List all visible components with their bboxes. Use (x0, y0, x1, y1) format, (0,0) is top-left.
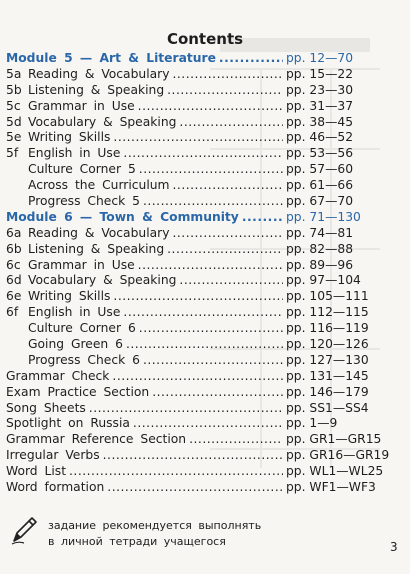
entry-title: Song Sheets (6, 400, 86, 415)
page-range: pp. 61—66 (286, 178, 354, 193)
lesson-number: 6c (6, 257, 21, 272)
page-range: pp. 57—60 (286, 162, 354, 177)
page-number: 3 (390, 540, 398, 554)
page-range: pp. 82—88 (286, 241, 354, 256)
contents-row (6, 305, 382, 321)
dot-leader (126, 337, 283, 353)
page-range: pp. 131—145 (286, 368, 369, 383)
contents-row (6, 130, 382, 146)
page-range: pp. 146—179 (286, 384, 369, 399)
lesson-number: 5d (6, 114, 22, 129)
page-range: pp. 46—52 (286, 130, 354, 145)
dot-leader (107, 480, 283, 496)
page-range: pp. WL1—WL25 (286, 464, 384, 479)
page-range: pp. 15—22 (286, 66, 354, 81)
dot-leader (242, 210, 283, 226)
dot-leader (113, 289, 283, 305)
lesson-number: 5f (6, 146, 19, 161)
dot-leader (152, 385, 283, 401)
page-range: pp. 89—96 (286, 257, 354, 272)
dot-leader (172, 67, 283, 83)
entry-title: Word formation (6, 480, 105, 495)
contents-row (6, 337, 382, 353)
lesson-number: 5a (6, 66, 22, 81)
dot-leader (179, 115, 283, 131)
entry-title: Word List (6, 464, 67, 479)
page-range: pp. 105—111 (286, 289, 369, 304)
entry-title: Spotlight on Russia (6, 416, 130, 431)
note-line-2: в личной тетради учащегося (48, 535, 226, 548)
entry-title: Irregular Verbs (6, 448, 100, 463)
entry-title: Writing Skills (28, 130, 111, 145)
lesson-number: 6d (6, 273, 22, 288)
note-line-1: задание рекомендуется выполнять (48, 519, 262, 532)
contents-row (6, 321, 382, 337)
page-range: pp. 71—130 (286, 209, 361, 224)
entry-title: Grammar in Use (28, 98, 135, 113)
page-range: pp. 31—37 (286, 98, 354, 113)
dot-leader (179, 273, 283, 289)
contents-row (6, 99, 382, 115)
contents-row (6, 242, 382, 258)
contents-row (6, 353, 382, 369)
dot-leader (112, 369, 283, 385)
dot-leader (89, 401, 283, 417)
contents-row (6, 289, 382, 305)
contents-row (6, 67, 382, 83)
dot-leader (219, 51, 283, 67)
contents-row (6, 115, 382, 131)
entry-title: Module 6 — Town & Community (6, 209, 239, 224)
contents-row (6, 369, 382, 385)
page-range: pp. 1—9 (286, 416, 338, 431)
entry-title: Listening & Speaking (28, 82, 165, 97)
entry-title: Culture Corner 6 (28, 321, 136, 336)
page-range: pp. 67—70 (286, 194, 354, 209)
dot-leader (139, 162, 283, 178)
contents-row (6, 448, 390, 464)
entry-title: Vocabulary & Speaking (28, 114, 177, 129)
entry-title: Progress Check 5 (28, 194, 140, 209)
contents-row (6, 385, 382, 401)
page-range: pp. 12—70 (286, 51, 354, 65)
contents-row (6, 146, 382, 162)
page-range: pp. 116—119 (286, 321, 369, 336)
entry-title: English in Use (28, 305, 121, 320)
dot-leader (138, 258, 283, 274)
dot-leader (139, 321, 283, 337)
entry-title: Reading & Vocabulary (28, 225, 170, 240)
lesson-number: 6b (6, 241, 22, 256)
lesson-number: 6f (6, 305, 19, 320)
page-range: pp. 74—81 (286, 225, 354, 240)
dot-leader (143, 353, 283, 369)
dot-leader (167, 83, 283, 99)
contents-row (6, 258, 382, 274)
lesson-number: 5e (6, 130, 22, 145)
dot-leader (69, 464, 283, 480)
dot-leader (172, 226, 283, 242)
page-range: pp. 23—30 (286, 82, 354, 97)
page-range: pp. 97—104 (286, 273, 361, 288)
contents-row (6, 194, 382, 210)
page-range: pp. SS1—SS4 (286, 400, 369, 415)
contents-row (6, 83, 382, 99)
entry-title: English in Use (28, 146, 121, 161)
page-range: pp. WF1—WF3 (286, 480, 376, 495)
page-range: pp. 53—56 (286, 146, 354, 161)
pencil-icon (10, 515, 38, 545)
contents-row (6, 226, 382, 242)
lesson-number: 5b (6, 82, 22, 97)
lesson-number: 6e (6, 289, 22, 304)
entry-title: Listening & Speaking (28, 241, 165, 256)
page-title: Contents (166, 30, 244, 48)
module-heading (6, 51, 382, 67)
dot-leader (138, 99, 283, 115)
entry-title: Going Green 6 (28, 337, 123, 352)
contents-list (6, 51, 390, 496)
page-range: pp. 112—115 (286, 305, 369, 320)
contents-row (6, 162, 382, 178)
entry-title: Across the Curriculum (28, 178, 170, 193)
lesson-number: 5c (6, 98, 21, 113)
dot-leader (123, 146, 283, 162)
entry-title: Culture Corner 5 (28, 162, 136, 177)
entry-title: Grammar Check (6, 368, 110, 383)
page-range: pp. 127—130 (286, 352, 369, 367)
entry-title: Grammar in Use (28, 257, 135, 272)
entry-title: Module 5 — Art & Literature (6, 51, 216, 65)
lesson-number: 6a (6, 225, 22, 240)
dot-leader (123, 305, 283, 321)
dot-leader (173, 178, 283, 194)
contents-row (6, 401, 382, 417)
page-range: pp. 38—45 (286, 114, 354, 129)
contents-row (6, 416, 382, 432)
entry-title: Grammar Reference Section (6, 432, 187, 447)
contents-row (6, 480, 382, 496)
module-heading (6, 210, 382, 226)
dot-leader (103, 448, 283, 464)
contents-row (6, 432, 382, 448)
entry-title: Exam Practice Section (6, 384, 150, 399)
contents-row (6, 464, 382, 480)
contents-row (6, 273, 382, 289)
page-range: pp. 120—126 (286, 337, 369, 352)
dot-leader (143, 194, 283, 210)
page-range: pp. GR16—GR19 (286, 448, 390, 463)
dot-leader (189, 432, 283, 448)
entry-title: Reading & Vocabulary (28, 66, 170, 81)
entry-title: Writing Skills (28, 289, 111, 304)
dot-leader (167, 242, 283, 258)
contents-row (6, 178, 382, 194)
entry-title: Vocabulary & Speaking (28, 273, 177, 288)
page-range: pp. GR1—GR15 (286, 432, 382, 447)
entry-title: Progress Check 6 (28, 352, 140, 367)
dot-leader (133, 416, 283, 432)
dot-leader (113, 130, 283, 146)
